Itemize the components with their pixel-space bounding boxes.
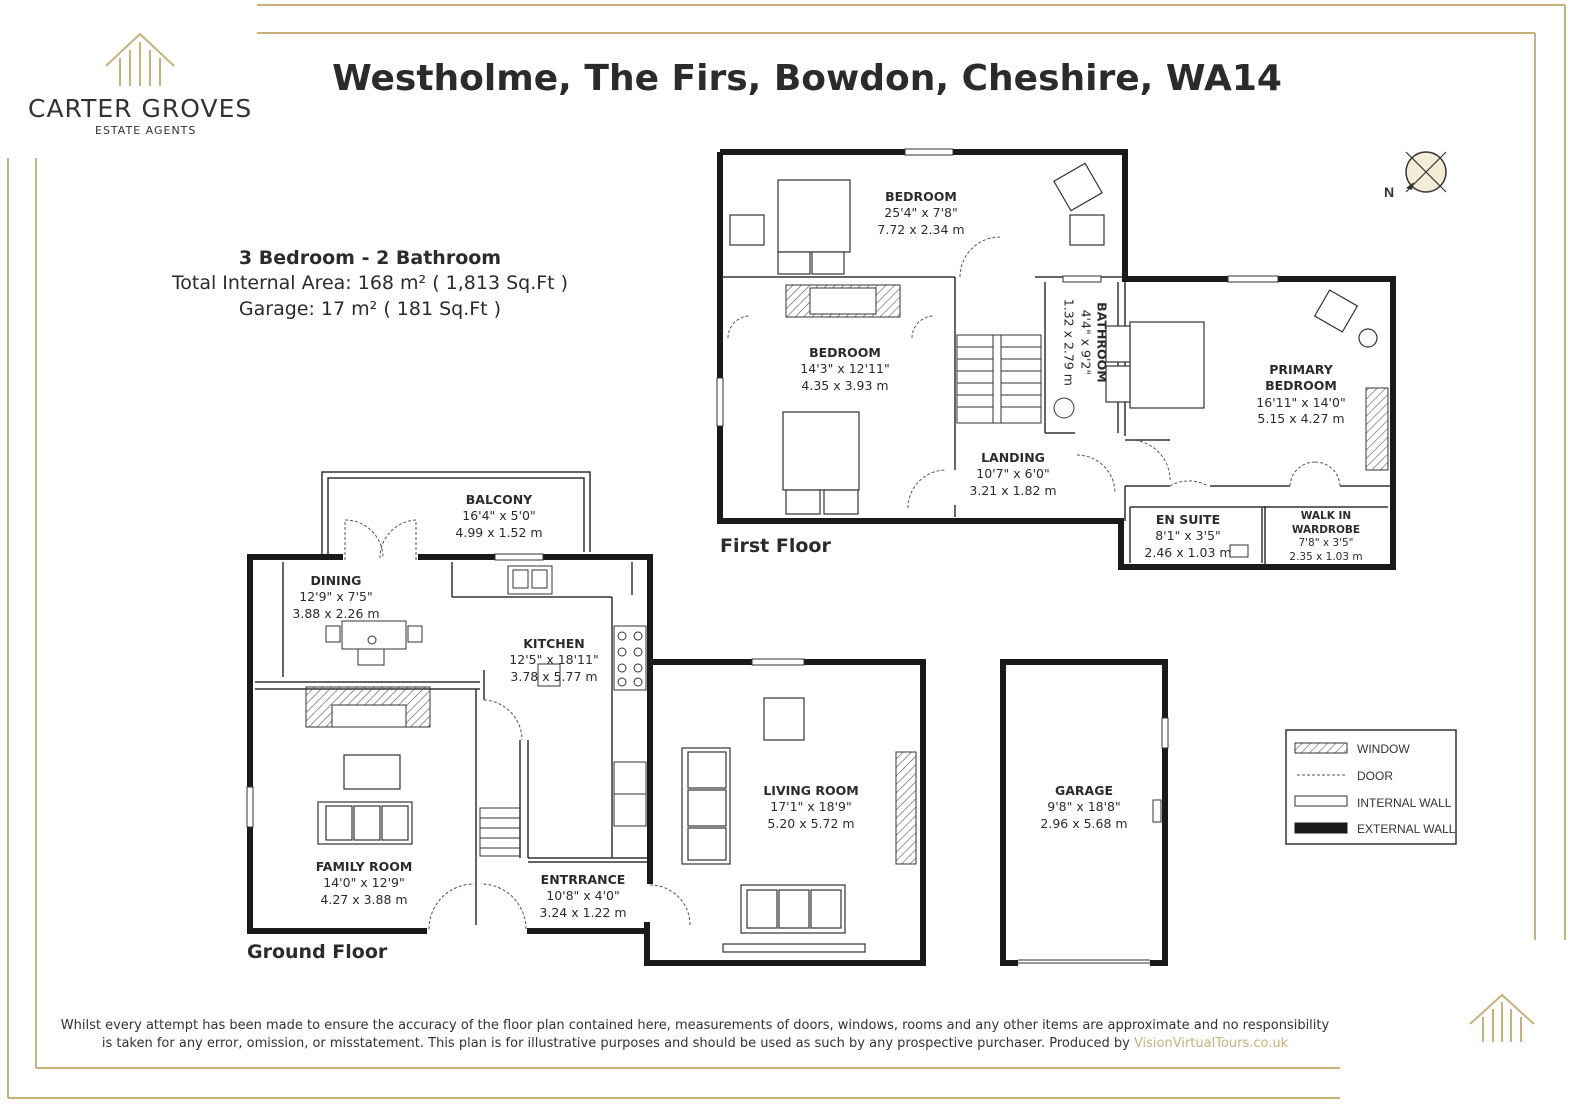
room-metric: 1.32 x 2.79 m	[1061, 298, 1077, 386]
room-label-garage	[1040, 783, 1127, 832]
legend-window-label: WINDOW	[1357, 742, 1410, 756]
room-imperial: 14'3" x 12'11"	[800, 361, 890, 377]
room-label-walk-in-wardrobe	[1289, 510, 1362, 565]
room-label-bedroom-top	[877, 189, 964, 238]
room-metric: 3.88 x 2.26 m	[292, 605, 380, 621]
room-imperial: 16'11" x 14'0"	[1256, 394, 1346, 410]
legend-door-label: DOOR	[1357, 769, 1393, 783]
room-metric: 2.96 x 5.68 m	[1040, 815, 1128, 831]
room-label-dining	[292, 573, 379, 622]
room-metric: 5.20 x 5.72 m	[767, 815, 855, 831]
room-imperial: 9'8" x 18'8"	[1047, 799, 1121, 815]
disclaimer-line-1: Whilst every attempt has been made to ensure the accuracy of the floor plan contained here, measurements of doors, windows, rooms and any other items are approximate and no responsibility	[60, 1018, 1330, 1033]
room-name: WALK IN	[1300, 510, 1352, 522]
room-name: GARAGE	[1054, 783, 1114, 798]
room-label-bathroom	[1061, 299, 1110, 386]
brand-tagline: ESTATE AGENTS	[95, 124, 197, 137]
room-name: BEDROOM	[809, 345, 881, 360]
room-imperial: 10'7" x 6'0"	[976, 466, 1050, 482]
total-internal-area: Total Internal Area: 168 m² ( 1,813 Sq.Ft )	[171, 272, 569, 294]
room-metric: 3.24 x 1.22 m	[539, 904, 627, 920]
room-name: BALCONY	[465, 492, 533, 507]
room-metric: 2.46 x 1.03 m	[1144, 544, 1232, 560]
room-name: BATHROOM	[1094, 302, 1110, 383]
room-metric: 4.27 x 3.88 m	[320, 891, 408, 907]
room-label-kitchen	[509, 636, 598, 685]
room-metric: 4.99 x 1.52 m	[455, 524, 543, 540]
disclaimer-line-2: is taken for any error, omission, or misstatement. This plan is for illustrative purposes and should be used as such by any prospective purchaser. Produced by	[101, 1036, 1130, 1051]
room-metric: 3.21 x 1.82 m	[969, 482, 1057, 498]
room-name: WARDROBE	[1291, 523, 1361, 536]
garage-area: Garage: 17 m² ( 181 Sq.Ft )	[238, 298, 502, 320]
room-metric: 4.35 x 3.93 m	[801, 377, 889, 393]
page-title: Westholme, The Firs, Bowdon, Cheshire, WA14	[332, 58, 1282, 99]
room-label-bedroom-mid	[800, 345, 889, 394]
legend-internal-wall-label: INTERNAL WALL	[1357, 796, 1452, 810]
room-imperial: 17'1" x 18'9"	[770, 799, 852, 815]
room-label-living-room	[763, 783, 858, 832]
room-name: ENTRRANCE	[540, 872, 626, 887]
north-label: N	[1384, 184, 1395, 200]
room-imperial: 10'8" x 4'0"	[546, 888, 620, 904]
room-imperial: 25'4" x 7'8"	[884, 205, 958, 221]
room-imperial: 4'4" x 9'2"	[1078, 309, 1094, 376]
room-metric: 2.35 x 1.03 m	[1289, 550, 1363, 563]
room-name: DINING	[310, 573, 362, 588]
room-metric: 7.72 x 2.34 m	[877, 221, 965, 237]
room-metric: 3.78 x 5.77 m	[510, 668, 598, 684]
room-imperial: 16'4" x 5'0"	[462, 508, 536, 524]
room-label-balcony	[455, 492, 542, 541]
bedroom-bathroom-summary: 3 Bedroom - 2 Bathroom	[238, 247, 502, 269]
room-imperial: 8'1" x 3'5"	[1155, 528, 1221, 544]
first-floor-label: First Floor	[720, 535, 831, 557]
room-label-entrance	[539, 872, 626, 921]
room-label-landing	[969, 450, 1056, 499]
room-label-family-room	[316, 859, 413, 908]
room-imperial: 12'5" x 18'11"	[509, 652, 599, 668]
room-name: LIVING ROOM	[763, 783, 859, 798]
room-label-primary-bedroom	[1256, 362, 1345, 427]
ground-floor-label: Ground Floor	[247, 941, 388, 963]
room-metric: 5.15 x 4.27 m	[1257, 410, 1345, 426]
room-name: KITCHEN	[523, 636, 585, 651]
room-name: FAMILY ROOM	[315, 859, 413, 874]
room-imperial: 7'8" x 3'5"	[1298, 537, 1354, 550]
room-name: LANDING	[981, 450, 1045, 465]
disclaimer	[40, 1017, 1350, 1053]
room-label-en-suite	[1144, 512, 1231, 561]
room-imperial: 12'9" x 7'5"	[299, 589, 373, 605]
legend-external-wall-label: EXTERNAL WALL	[1357, 822, 1456, 836]
room-name: EN SUITE	[1155, 512, 1221, 527]
room-name: PRIMARY	[1269, 362, 1333, 377]
room-imperial: 14'0" x 12'9"	[323, 875, 405, 891]
room-name: BEDROOM	[1265, 378, 1337, 394]
room-name: BEDROOM	[885, 189, 957, 204]
brand-name: CARTER GROVES	[28, 94, 253, 123]
producer-link[interactable]: VisionVirtualTours.co.uk	[1133, 1036, 1289, 1051]
